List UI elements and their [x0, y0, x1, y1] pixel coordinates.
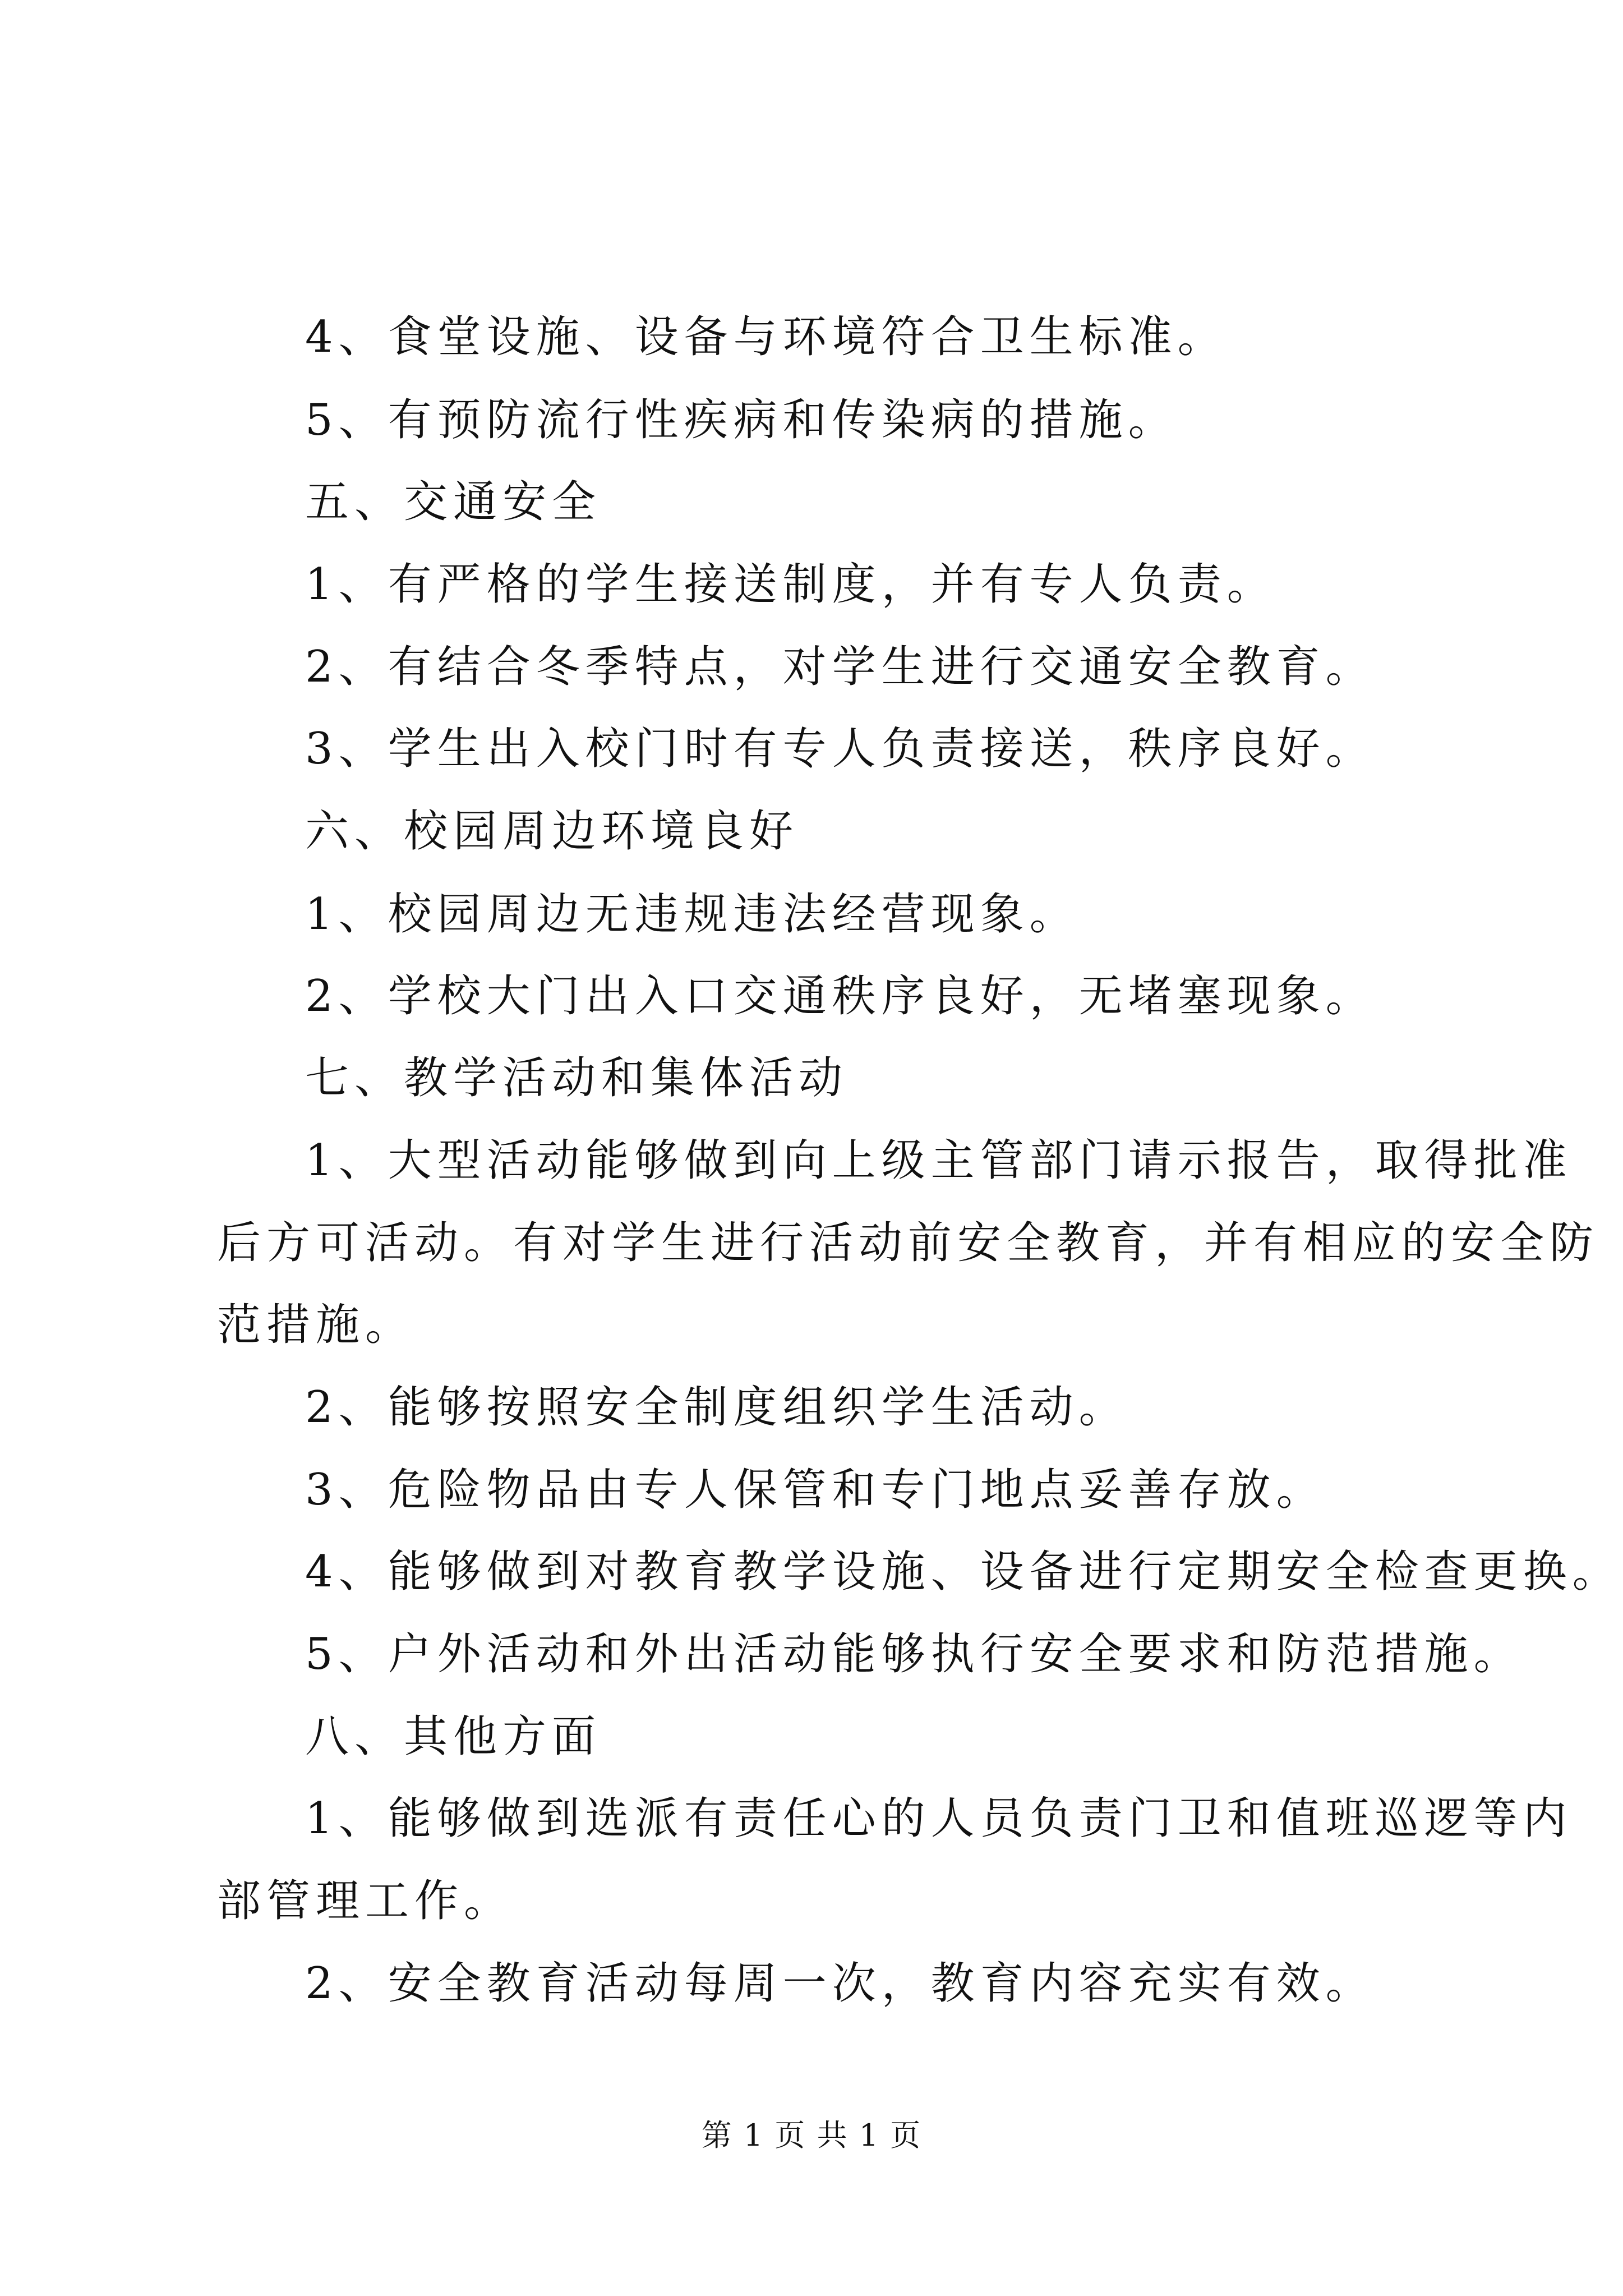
section-heading-traffic: 五、交通安全	[305, 477, 602, 527]
body-line-14: 2、能够按照安全制度组织学生活动。	[305, 1382, 1128, 1433]
body-line-6: 3、学生出入校门时有专人负责接送，秩序良好。	[305, 724, 1375, 774]
body-line-12: 后方可活动。有对学生进行活动前安全教育，并有相应的安全防	[217, 1218, 1599, 1268]
body-line-19: 1、能够做到选派有责任心的人员负责门卫和值班巡逻等内	[305, 1793, 1573, 1844]
body-line-4: 1、有严格的学生接送制度，并有专人负责。	[305, 559, 1276, 610]
section-heading-campus: 六、校园周边环境良好	[305, 806, 799, 857]
body-line-2: 5、有预防流行性疾病和传染病的措施。	[305, 395, 1178, 445]
body-line-8: 1、校园周边无违规违法经营现象。	[305, 889, 1079, 940]
body-line-21: 2、安全教育活动每周一次，教育内容充实有效。	[305, 1958, 1375, 2009]
body-line-16: 4、能够做到对教育教学设施、设备进行定期安全检查更换。	[305, 1547, 1622, 1597]
page-number-footer: 第 1 页 共 1 页	[701, 2118, 922, 2153]
body-line-20: 部管理工作。	[217, 1876, 514, 1926]
body-line-1: 4、食堂设施、设备与环境符合卫生标准。	[305, 312, 1227, 362]
body-line-17: 5、户外活动和外出活动能够执行安全要求和防范措施。	[305, 1629, 1523, 1680]
body-line-11: 1、大型活动能够做到向上级主管部门请示报告，取得批准	[305, 1135, 1573, 1186]
section-heading-activities: 七、教学活动和集体活动	[305, 1053, 849, 1103]
body-line-15: 3、危险物品由专人保管和专门地点妥善存放。	[305, 1465, 1326, 1515]
body-line-5: 2、有结合冬季特点，对学生进行交通安全教育。	[305, 642, 1375, 692]
body-line-13: 范措施。	[217, 1300, 415, 1350]
section-heading-other: 八、其他方面	[305, 1711, 602, 1762]
body-line-9: 2、学校大门出入口交通秩序良好，无堵塞现象。	[305, 971, 1375, 1022]
